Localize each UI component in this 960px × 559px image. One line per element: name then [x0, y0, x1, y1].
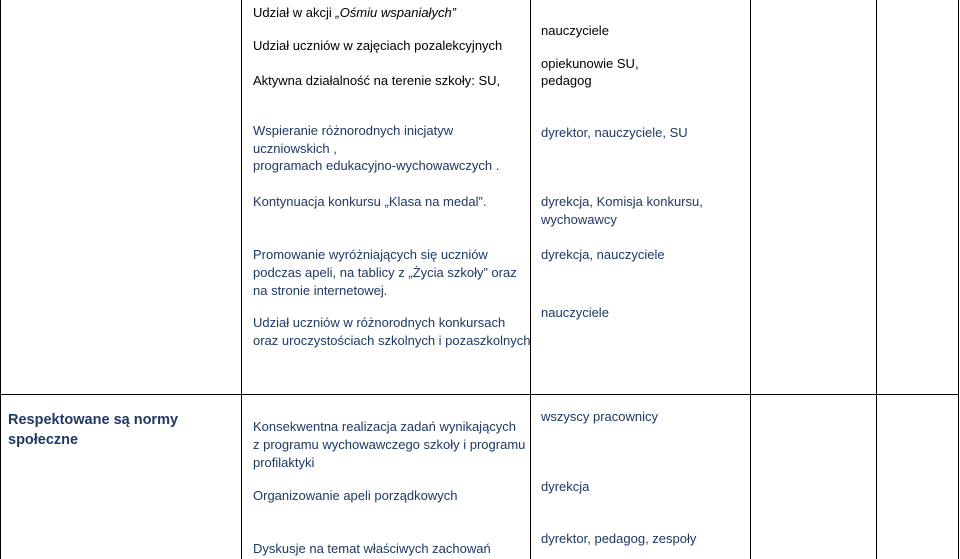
task-text: Aktywna działalność na terenie szkoły: SU, — [253, 73, 501, 88]
row-border — [0, 394, 959, 395]
responsible-text: dyrekcja — [541, 479, 590, 494]
task-text: oraz uroczystościach szkolnych i pozaszkolnych — [253, 333, 531, 348]
task-text: Organizowanie apeli porządkowych — [253, 488, 458, 503]
task-text: Promowanie wyróżniających się uczniów — [253, 247, 488, 262]
column-border — [958, 0, 959, 559]
task-text: Udział w akcji „Ośmiu wspaniałych” — [253, 5, 457, 20]
goal-text: Respektowane są normy — [8, 412, 179, 428]
task-text: uczniowskich , — [253, 141, 337, 156]
task-text: Udział uczniów w różnorodnych konkursach — [253, 315, 506, 330]
task-text: programach edukacyjno-wychowawczych . — [253, 158, 500, 173]
goal-text: społeczne — [8, 432, 79, 448]
responsible-text: wychowawcy — [541, 212, 617, 227]
task-text: Konsekwentna realizacja zadań wynikających — [253, 419, 517, 434]
responsible-text: nauczyciele — [541, 23, 609, 38]
responsible-text: dyrekcja, Komisja konkursu, — [541, 194, 703, 209]
responsible-text: wszyscy pracownicy — [541, 409, 659, 424]
task-text: Wspieranie różnorodnych inicjatyw — [253, 123, 454, 138]
column-border — [0, 0, 1, 559]
responsible-text: dyrekcja, nauczyciele — [541, 247, 665, 262]
responsible-text: opiekunowie SU, — [541, 56, 639, 71]
responsible-text: pedagog — [541, 73, 592, 88]
responsible-text: dyrektor, pedagog, zespoły — [541, 531, 697, 546]
column-border — [750, 0, 751, 559]
task-text: Dyskusje na temat właściwych zachowań — [253, 541, 491, 556]
task-text: Udział uczniów w zajęciach pozalekcyjnych — [253, 38, 503, 53]
task-text: na stronie internetowej. — [253, 283, 388, 298]
task-text: z programu wychowawczego szkoły i programu — [253, 437, 526, 452]
responsible-text: nauczyciele — [541, 305, 609, 320]
task-text: podczas apeli, na tablicy z „Życia szkoły” oraz — [253, 265, 517, 280]
responsible-text: dyrektor, nauczyciele, SU — [541, 125, 688, 140]
task-text: Kontynuacja konkursu „Klasa na medal”. — [253, 194, 487, 209]
task-text: profilaktyki — [253, 455, 315, 470]
column-border — [241, 0, 242, 559]
column-border — [876, 0, 877, 559]
column-border — [530, 0, 531, 559]
